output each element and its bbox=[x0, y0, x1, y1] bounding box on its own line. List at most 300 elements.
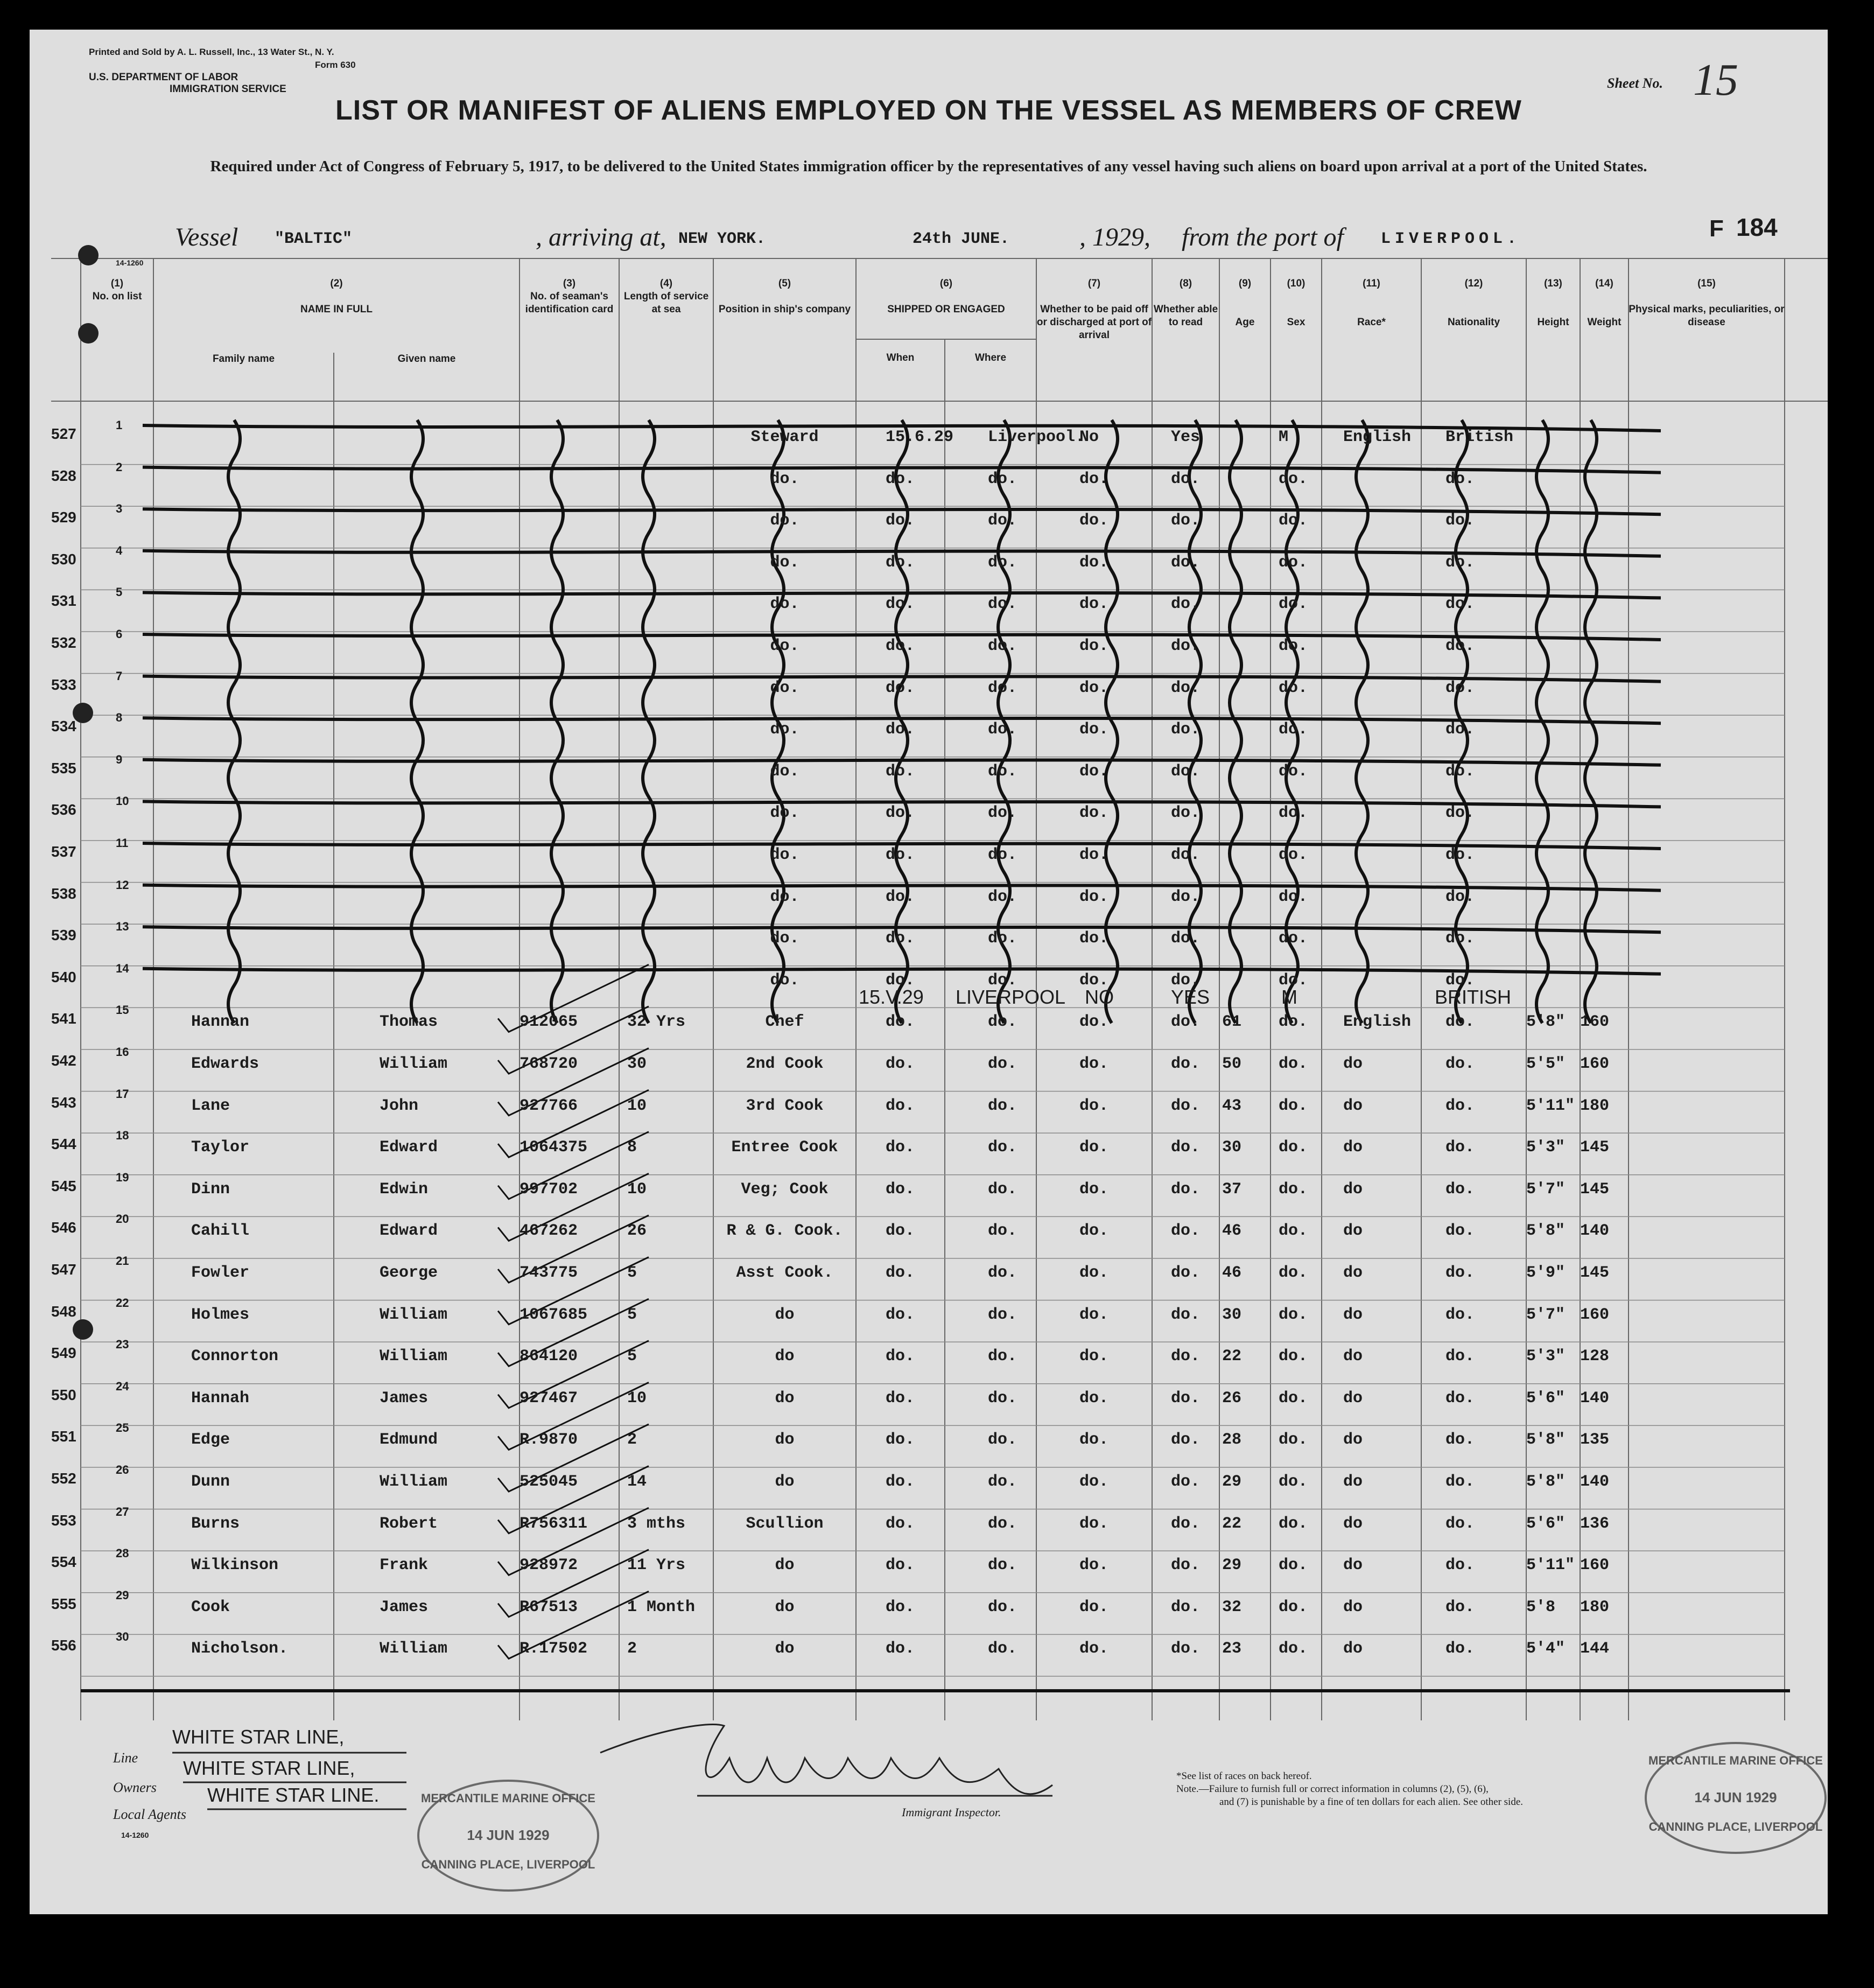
cell-nationality: do. bbox=[1445, 1431, 1475, 1450]
ledger-number: 538 bbox=[51, 885, 76, 902]
cell-family: Holmes bbox=[191, 1305, 250, 1324]
vessel-label: Vessel bbox=[175, 223, 238, 251]
cell-read: do. bbox=[1171, 971, 1201, 990]
list-number: 16 bbox=[116, 1045, 129, 1059]
cell-position: Steward bbox=[750, 428, 819, 446]
ledger-number: 532 bbox=[51, 634, 76, 651]
cell-sex: do. bbox=[1279, 1013, 1308, 1032]
cell-sex: M bbox=[1279, 428, 1289, 446]
cell-age: 22 bbox=[1222, 1514, 1242, 1533]
cell-when: do. bbox=[886, 1473, 915, 1491]
cell-family: Edwards bbox=[191, 1055, 259, 1073]
cell-nationality: British bbox=[1445, 428, 1514, 446]
cell-service: 5 bbox=[627, 1305, 637, 1324]
cell-service: 5 bbox=[627, 1264, 637, 1282]
cell-read: do. bbox=[1171, 1305, 1201, 1324]
cell-given: James bbox=[380, 1389, 429, 1408]
cell-paid-off: do. bbox=[1079, 470, 1109, 488]
departure-port: LIVERPOOL. bbox=[1381, 230, 1521, 248]
cell-service: 10 bbox=[627, 1180, 647, 1199]
cell-read: do. bbox=[1171, 1389, 1201, 1408]
cell-when: do. bbox=[886, 1598, 915, 1616]
cell-paid-off: do. bbox=[1079, 1514, 1109, 1533]
cell-position: 3rd Cook bbox=[746, 1096, 824, 1115]
list-number: 27 bbox=[116, 1504, 129, 1518]
ledger-number: 537 bbox=[51, 843, 76, 860]
cell-card: 768720 bbox=[520, 1055, 578, 1073]
list-number: 17 bbox=[116, 1087, 129, 1101]
footnote: *See list of races on back hereof. Note.—Failure to furnish full or correct information in columns (2), (5), (6), and (7) is punishable by a fine of ten dollars for each alien. See other side. bbox=[1176, 1770, 1524, 1808]
cell-nationality: do. bbox=[1445, 595, 1475, 614]
col-header-no: (1) No. on list bbox=[92, 278, 142, 302]
cell-read: do. bbox=[1171, 1640, 1201, 1658]
cell-race: do bbox=[1343, 1389, 1363, 1408]
cell-sex: do. bbox=[1279, 1640, 1308, 1658]
cell-card: R67513 bbox=[520, 1598, 578, 1616]
cell-weight: 160 bbox=[1580, 1055, 1610, 1073]
cell-given: Edmund bbox=[380, 1431, 438, 1450]
cell-service: 32 Yrs bbox=[627, 1013, 686, 1032]
cell-position: do. bbox=[770, 595, 799, 614]
cell-service: 30 bbox=[627, 1055, 647, 1073]
cell-family: Edge bbox=[191, 1431, 230, 1450]
cell-card: 928972 bbox=[520, 1556, 578, 1575]
cell-age: 30 bbox=[1222, 1138, 1242, 1157]
cell-card: R.9870 bbox=[520, 1431, 578, 1450]
list-number: 22 bbox=[116, 1296, 129, 1310]
cell-age: 37 bbox=[1222, 1180, 1242, 1199]
local-agents-label: Local Agents bbox=[113, 1807, 187, 1822]
cell-where: do. bbox=[988, 1473, 1017, 1491]
cell-height: 5'11" bbox=[1526, 1556, 1575, 1575]
cell-sex: do. bbox=[1279, 846, 1308, 864]
cell-height: 5'6" bbox=[1526, 1389, 1566, 1408]
page-title: LIST OR MANIFEST OF ALIENS EMPLOYED ON THE VESSEL AS MEMBERS OF CREW bbox=[335, 95, 1522, 126]
cell-paid-off: do. bbox=[1079, 1640, 1109, 1658]
cell-position: Chef bbox=[765, 1013, 804, 1032]
local-agents-value: WHITE STAR LINE. bbox=[207, 1784, 380, 1806]
cell-height: 5'8" bbox=[1526, 1222, 1566, 1241]
page-reference-number: 184 bbox=[1736, 213, 1778, 241]
cell-weight: 160 bbox=[1580, 1013, 1610, 1032]
page-subtitle: Required under Act of Congress of February 5, 1917, to be delivered to the United States immigration officer by the representatives of any vessel having such aliens on board upon arrival at a port of the United States. bbox=[210, 158, 1647, 175]
cell-where: do. bbox=[988, 1389, 1017, 1408]
cell-when: do. bbox=[886, 1556, 915, 1575]
cell-position: do bbox=[775, 1431, 795, 1450]
cell-weight: 140 bbox=[1580, 1389, 1610, 1408]
cell-given: Edward bbox=[380, 1138, 438, 1157]
cell-sex: do. bbox=[1279, 804, 1308, 823]
cell-paid-off: No bbox=[1079, 428, 1099, 446]
cell-family: Cahill bbox=[191, 1222, 250, 1241]
cell-weight: 135 bbox=[1580, 1431, 1610, 1450]
cell-weight: 140 bbox=[1580, 1473, 1610, 1491]
list-number: 25 bbox=[116, 1421, 129, 1435]
cell-age: 29 bbox=[1222, 1556, 1242, 1575]
cell-weight: 140 bbox=[1580, 1222, 1610, 1241]
cell-given: Robert bbox=[380, 1514, 438, 1533]
cell-paid-off: do. bbox=[1079, 1431, 1109, 1450]
cell-nationality: do. bbox=[1445, 553, 1475, 572]
cell-sex: do. bbox=[1279, 1222, 1308, 1241]
cell-height: 5'11" bbox=[1526, 1096, 1575, 1115]
cell-service: 8 bbox=[627, 1138, 637, 1157]
col-header-given-name: Given name bbox=[397, 353, 456, 365]
cell-given: George bbox=[380, 1264, 438, 1282]
cell-height: 5'6" bbox=[1526, 1514, 1566, 1533]
cell-sex: do. bbox=[1279, 1431, 1308, 1450]
cell-position: do. bbox=[770, 678, 799, 697]
ledger-number: 551 bbox=[51, 1428, 76, 1445]
cell-sex: do. bbox=[1279, 678, 1308, 697]
cell-read: do. bbox=[1171, 1473, 1201, 1491]
col-header-when: When bbox=[886, 352, 915, 363]
cell-where: do. bbox=[988, 595, 1017, 614]
inspector-signature bbox=[30, 30, 1828, 1914]
cell-height: 5'8" bbox=[1526, 1431, 1566, 1450]
cell-paid-off: do. bbox=[1079, 929, 1109, 948]
col-header-read: (8) Whether able to read bbox=[1153, 278, 1218, 328]
ledger-number: 545 bbox=[51, 1177, 76, 1194]
cell-read: do. bbox=[1171, 1347, 1201, 1366]
cell-service: 2 bbox=[627, 1640, 637, 1658]
cell-family: Wilkinson bbox=[191, 1556, 279, 1575]
cell-family: Dunn bbox=[191, 1473, 230, 1491]
cell-paid-off: do. bbox=[1079, 1305, 1109, 1324]
cell-card: 743775 bbox=[520, 1264, 578, 1282]
cell-family: Cook bbox=[191, 1598, 230, 1616]
department-label: U.S. DEPARTMENT OF LABOR IMMIGRATION SERVICE bbox=[89, 72, 286, 95]
cell-sex: do. bbox=[1279, 1598, 1308, 1616]
cell-where: do. bbox=[988, 1222, 1017, 1241]
cell-when: do. bbox=[886, 678, 915, 697]
cell-position: do. bbox=[770, 929, 799, 948]
cell-when: do. bbox=[886, 887, 915, 906]
list-number: 24 bbox=[116, 1379, 129, 1393]
cell-read: do. bbox=[1171, 1556, 1201, 1575]
stamp-seal: MERCANTILE MARINE OFFICE 14 JUN 1929 CANNING PLACE, LIVERPOOL bbox=[1645, 1742, 1827, 1854]
cell-when: do. bbox=[886, 1180, 915, 1199]
cell-read: do. bbox=[1171, 1598, 1201, 1616]
list-number: 30 bbox=[116, 1630, 129, 1644]
cell-race: do bbox=[1343, 1055, 1363, 1073]
ledger-number: 542 bbox=[51, 1052, 76, 1069]
cell-paid-off: do. bbox=[1079, 678, 1109, 697]
list-number: 11 bbox=[116, 836, 129, 850]
cell-sex: do. bbox=[1279, 887, 1308, 906]
cell-given: James bbox=[380, 1598, 429, 1616]
cell-when: do. bbox=[886, 1514, 915, 1533]
cell-paid-off: do. bbox=[1079, 595, 1109, 614]
cell-when: do. bbox=[886, 846, 915, 864]
cell-when: do. bbox=[886, 720, 915, 739]
cell-where: Liverpool. bbox=[988, 428, 1085, 446]
cell-read: do. bbox=[1171, 637, 1201, 655]
cell-paid-off: do. bbox=[1079, 1389, 1109, 1408]
cell-when: do. bbox=[886, 1138, 915, 1157]
list-number: 6 bbox=[116, 627, 123, 641]
cell-position: 2nd Cook bbox=[746, 1055, 824, 1073]
owners-label: Owners bbox=[113, 1780, 157, 1795]
ledger-number: 535 bbox=[51, 759, 76, 776]
col-header-age: (9) Age bbox=[1235, 278, 1255, 328]
cell-position: do. bbox=[770, 804, 799, 823]
cell-given: William bbox=[380, 1473, 448, 1491]
cell-position: do bbox=[775, 1598, 795, 1616]
owners-value: WHITE STAR LINE, bbox=[183, 1757, 355, 1779]
cell-weight: 160 bbox=[1580, 1556, 1610, 1575]
list-number: 15 bbox=[116, 1003, 129, 1017]
cell-sex: do. bbox=[1279, 1556, 1308, 1575]
cell-read: do. bbox=[1171, 720, 1201, 739]
col-header-sex: (10) Sex bbox=[1287, 278, 1306, 328]
cell-given: John bbox=[380, 1096, 419, 1115]
cell-position: do. bbox=[770, 846, 799, 864]
cell-weight: 145 bbox=[1580, 1180, 1610, 1199]
cell-weight: 145 bbox=[1580, 1264, 1610, 1282]
cell-where: do. bbox=[988, 1640, 1017, 1658]
ledger-number: 531 bbox=[51, 592, 76, 610]
cell-where: do. bbox=[988, 1264, 1017, 1282]
list-number: 1 bbox=[116, 418, 123, 432]
cell-service: 26 bbox=[627, 1222, 647, 1241]
cell-race: do bbox=[1343, 1473, 1363, 1491]
list-number: 7 bbox=[116, 669, 123, 683]
cell-where: do. bbox=[988, 929, 1017, 948]
cell-where: do. bbox=[988, 720, 1017, 739]
cell-nationality: do. bbox=[1445, 804, 1475, 823]
ledger-number: 553 bbox=[51, 1511, 76, 1529]
cell-sex: do. bbox=[1279, 929, 1308, 948]
cell-nationality: do. bbox=[1445, 637, 1475, 655]
cell-where: do. bbox=[988, 971, 1017, 990]
cell-where: do. bbox=[988, 846, 1017, 864]
ledger-number: 544 bbox=[51, 1136, 76, 1153]
ledger-number: 554 bbox=[51, 1553, 76, 1571]
list-number: 12 bbox=[116, 878, 129, 892]
cell-height: 5'7" bbox=[1526, 1305, 1566, 1324]
col-header-where: Where bbox=[974, 352, 1007, 363]
ledger-number: 539 bbox=[51, 927, 76, 944]
stamp-seal: MERCANTILE MARINE OFFICE 14 JUN 1929 CANNING PLACE, LIVERPOOL bbox=[417, 1780, 599, 1892]
cell-paid-off: do. bbox=[1079, 971, 1109, 990]
cell-nationality: do. bbox=[1445, 470, 1475, 488]
cell-card: 864120 bbox=[520, 1347, 578, 1366]
cell-given: Edwin bbox=[380, 1180, 429, 1199]
list-number: 23 bbox=[116, 1338, 129, 1352]
cell-when: do. bbox=[886, 512, 915, 530]
cell-given: Frank bbox=[380, 1556, 429, 1575]
cell-when: 15.6.29 bbox=[886, 428, 954, 446]
cell-position: do bbox=[775, 1473, 795, 1491]
cell-race: English bbox=[1343, 428, 1412, 446]
cell-given: Edward bbox=[380, 1222, 438, 1241]
col-header-position: (5) Position in ship's company bbox=[718, 278, 851, 315]
list-number: 10 bbox=[116, 794, 129, 808]
cell-sex: do. bbox=[1279, 637, 1308, 655]
cell-race: do bbox=[1343, 1640, 1363, 1658]
cell-race: do bbox=[1343, 1096, 1363, 1115]
cell-read: do. bbox=[1171, 1431, 1201, 1450]
ledger-number: 541 bbox=[51, 1010, 76, 1027]
cell-read: do. bbox=[1171, 595, 1201, 614]
cell-race: do bbox=[1343, 1431, 1363, 1450]
cell-where: do. bbox=[988, 470, 1017, 488]
cell-age: 28 bbox=[1222, 1431, 1242, 1450]
cell-when: do. bbox=[886, 1389, 915, 1408]
cell-sex: do. bbox=[1279, 1138, 1308, 1157]
cell-race: do bbox=[1343, 1347, 1363, 1366]
cell-race: do bbox=[1343, 1598, 1363, 1616]
cell-position: R & G. Cook. bbox=[726, 1222, 843, 1241]
cell-paid-off: do. bbox=[1079, 1013, 1109, 1032]
cell-height: 5'7" bbox=[1526, 1180, 1566, 1199]
handwritten-when: 15.V.29 bbox=[859, 986, 924, 1009]
list-number: 8 bbox=[116, 711, 123, 725]
cell-sex: do. bbox=[1279, 1473, 1308, 1491]
col-header-family-name: Family name bbox=[212, 353, 275, 365]
col-header-physical-marks: (15) Physical marks, peculiarities, or disease bbox=[1629, 278, 1785, 328]
cell-service: 1 Month bbox=[627, 1598, 696, 1616]
cell-where: do. bbox=[988, 1598, 1017, 1616]
ledger-number: 546 bbox=[51, 1219, 76, 1236]
vessel-name: "BALTIC" bbox=[275, 230, 353, 248]
cell-given: William bbox=[380, 1305, 448, 1324]
cell-nationality: do. bbox=[1445, 929, 1475, 948]
cell-paid-off: do. bbox=[1079, 1264, 1109, 1282]
cell-nationality: do. bbox=[1445, 1473, 1475, 1491]
list-number: 2 bbox=[116, 460, 123, 474]
inspector-label: Immigrant Inspector. bbox=[902, 1805, 1001, 1819]
ledger-number: 548 bbox=[51, 1303, 76, 1320]
cell-where: do. bbox=[988, 1180, 1017, 1199]
cell-weight: 136 bbox=[1580, 1514, 1610, 1533]
cell-position: do. bbox=[770, 762, 799, 781]
cell-where: do. bbox=[988, 678, 1017, 697]
ledger-number: 528 bbox=[51, 467, 76, 484]
list-number: 5 bbox=[116, 585, 123, 599]
cell-family: Connorton bbox=[191, 1347, 279, 1366]
ledger-number: 540 bbox=[51, 968, 76, 985]
cell-nationality: do. bbox=[1445, 1556, 1475, 1575]
list-number: 14 bbox=[116, 961, 129, 975]
list-number: 29 bbox=[116, 1588, 129, 1602]
cell-given: William bbox=[380, 1055, 448, 1073]
cell-sex: do. bbox=[1279, 1305, 1308, 1324]
cell-position: Entree Cook bbox=[731, 1138, 838, 1157]
cell-card: 1064375 bbox=[520, 1138, 588, 1157]
cell-when: do. bbox=[886, 595, 915, 614]
cell-card: 927766 bbox=[520, 1096, 578, 1115]
cell-read: do. bbox=[1171, 1013, 1201, 1032]
ledger-number: 536 bbox=[51, 801, 76, 818]
cell-read: do. bbox=[1171, 1222, 1201, 1241]
year-label: , 1929, bbox=[1079, 223, 1150, 251]
handwritten-paid: NO bbox=[1085, 986, 1114, 1009]
cell-where: do. bbox=[988, 1556, 1017, 1575]
cell-read: do. bbox=[1171, 762, 1201, 781]
cell-sex: do. bbox=[1279, 1264, 1308, 1282]
cell-nationality: do. bbox=[1445, 1013, 1475, 1032]
cell-read: do. bbox=[1171, 846, 1201, 864]
cell-sex: do. bbox=[1279, 720, 1308, 739]
cell-service: 10 bbox=[627, 1096, 647, 1115]
cell-sex: do. bbox=[1279, 1180, 1308, 1199]
cell-paid-off: do. bbox=[1079, 1598, 1109, 1616]
cell-card: R.17502 bbox=[520, 1640, 588, 1658]
cell-where: do. bbox=[988, 1055, 1017, 1073]
handwritten-nat: BRITISH bbox=[1435, 986, 1512, 1009]
col-header-paid-off: (7) Whether to be paid off or discharged at port of arrival bbox=[1036, 278, 1152, 341]
manifest-sheet bbox=[30, 30, 1828, 1914]
cell-card: 927467 bbox=[520, 1389, 578, 1408]
cell-position: Scullion bbox=[746, 1514, 824, 1533]
cell-card: R756311 bbox=[520, 1514, 588, 1533]
cell-service: 5 bbox=[627, 1347, 637, 1366]
arrival-date: 24th JUNE. bbox=[913, 230, 1010, 248]
cell-given: William bbox=[380, 1347, 448, 1366]
cell-height: 5'5" bbox=[1526, 1055, 1566, 1073]
cell-age: 30 bbox=[1222, 1305, 1242, 1324]
cell-age: 26 bbox=[1222, 1389, 1242, 1408]
cell-paid-off: do. bbox=[1079, 1180, 1109, 1199]
list-number: 26 bbox=[116, 1463, 129, 1476]
cell-paid-off: do. bbox=[1079, 1473, 1109, 1491]
cell-when: do. bbox=[886, 1431, 915, 1450]
cell-when: do. bbox=[886, 929, 915, 948]
cell-nationality: do. bbox=[1445, 720, 1475, 739]
cell-nationality: do. bbox=[1445, 678, 1475, 697]
cell-nationality: do. bbox=[1445, 1598, 1475, 1616]
cell-paid-off: do. bbox=[1079, 553, 1109, 572]
cell-height: 5'4" bbox=[1526, 1640, 1566, 1658]
cell-sex: do. bbox=[1279, 553, 1308, 572]
cell-when: do. bbox=[886, 804, 915, 823]
cell-race: do bbox=[1343, 1514, 1363, 1533]
form-code: 14-1260 bbox=[116, 258, 144, 267]
cell-read: Yes bbox=[1171, 428, 1201, 446]
cell-service: 14 bbox=[627, 1473, 647, 1491]
cell-nationality: do. bbox=[1445, 762, 1475, 781]
cell-height: 5'8 bbox=[1526, 1598, 1556, 1616]
col-header-race: (11) Race* bbox=[1357, 278, 1386, 328]
cell-age: 22 bbox=[1222, 1347, 1242, 1366]
col-header-weight: (14) Weight bbox=[1587, 278, 1622, 328]
cell-where: do. bbox=[988, 1305, 1017, 1324]
list-number: 28 bbox=[116, 1546, 129, 1560]
ledger-number: 543 bbox=[51, 1094, 76, 1111]
cell-paid-off: do. bbox=[1079, 1138, 1109, 1157]
cell-card: 1067685 bbox=[520, 1305, 588, 1324]
cell-height: 5'3" bbox=[1526, 1138, 1566, 1157]
cell-nationality: do. bbox=[1445, 1389, 1475, 1408]
cell-where: do. bbox=[988, 1431, 1017, 1450]
cell-position: do. bbox=[770, 637, 799, 655]
cell-where: do. bbox=[988, 1096, 1017, 1115]
cell-family: Burns bbox=[191, 1514, 240, 1533]
cell-read: do. bbox=[1171, 678, 1201, 697]
cell-read: do. bbox=[1171, 929, 1201, 948]
cell-nationality: do. bbox=[1445, 1305, 1475, 1324]
cell-card: 912065 bbox=[520, 1013, 578, 1032]
cell-family: Fowler bbox=[191, 1264, 250, 1282]
cell-service: 2 bbox=[627, 1431, 637, 1450]
line-value: WHITE STAR LINE, bbox=[172, 1726, 345, 1748]
cell-read: do. bbox=[1171, 512, 1201, 530]
cell-family: Lane bbox=[191, 1096, 230, 1115]
cell-read: do. bbox=[1171, 1055, 1201, 1073]
ledger-number: 556 bbox=[51, 1637, 76, 1654]
